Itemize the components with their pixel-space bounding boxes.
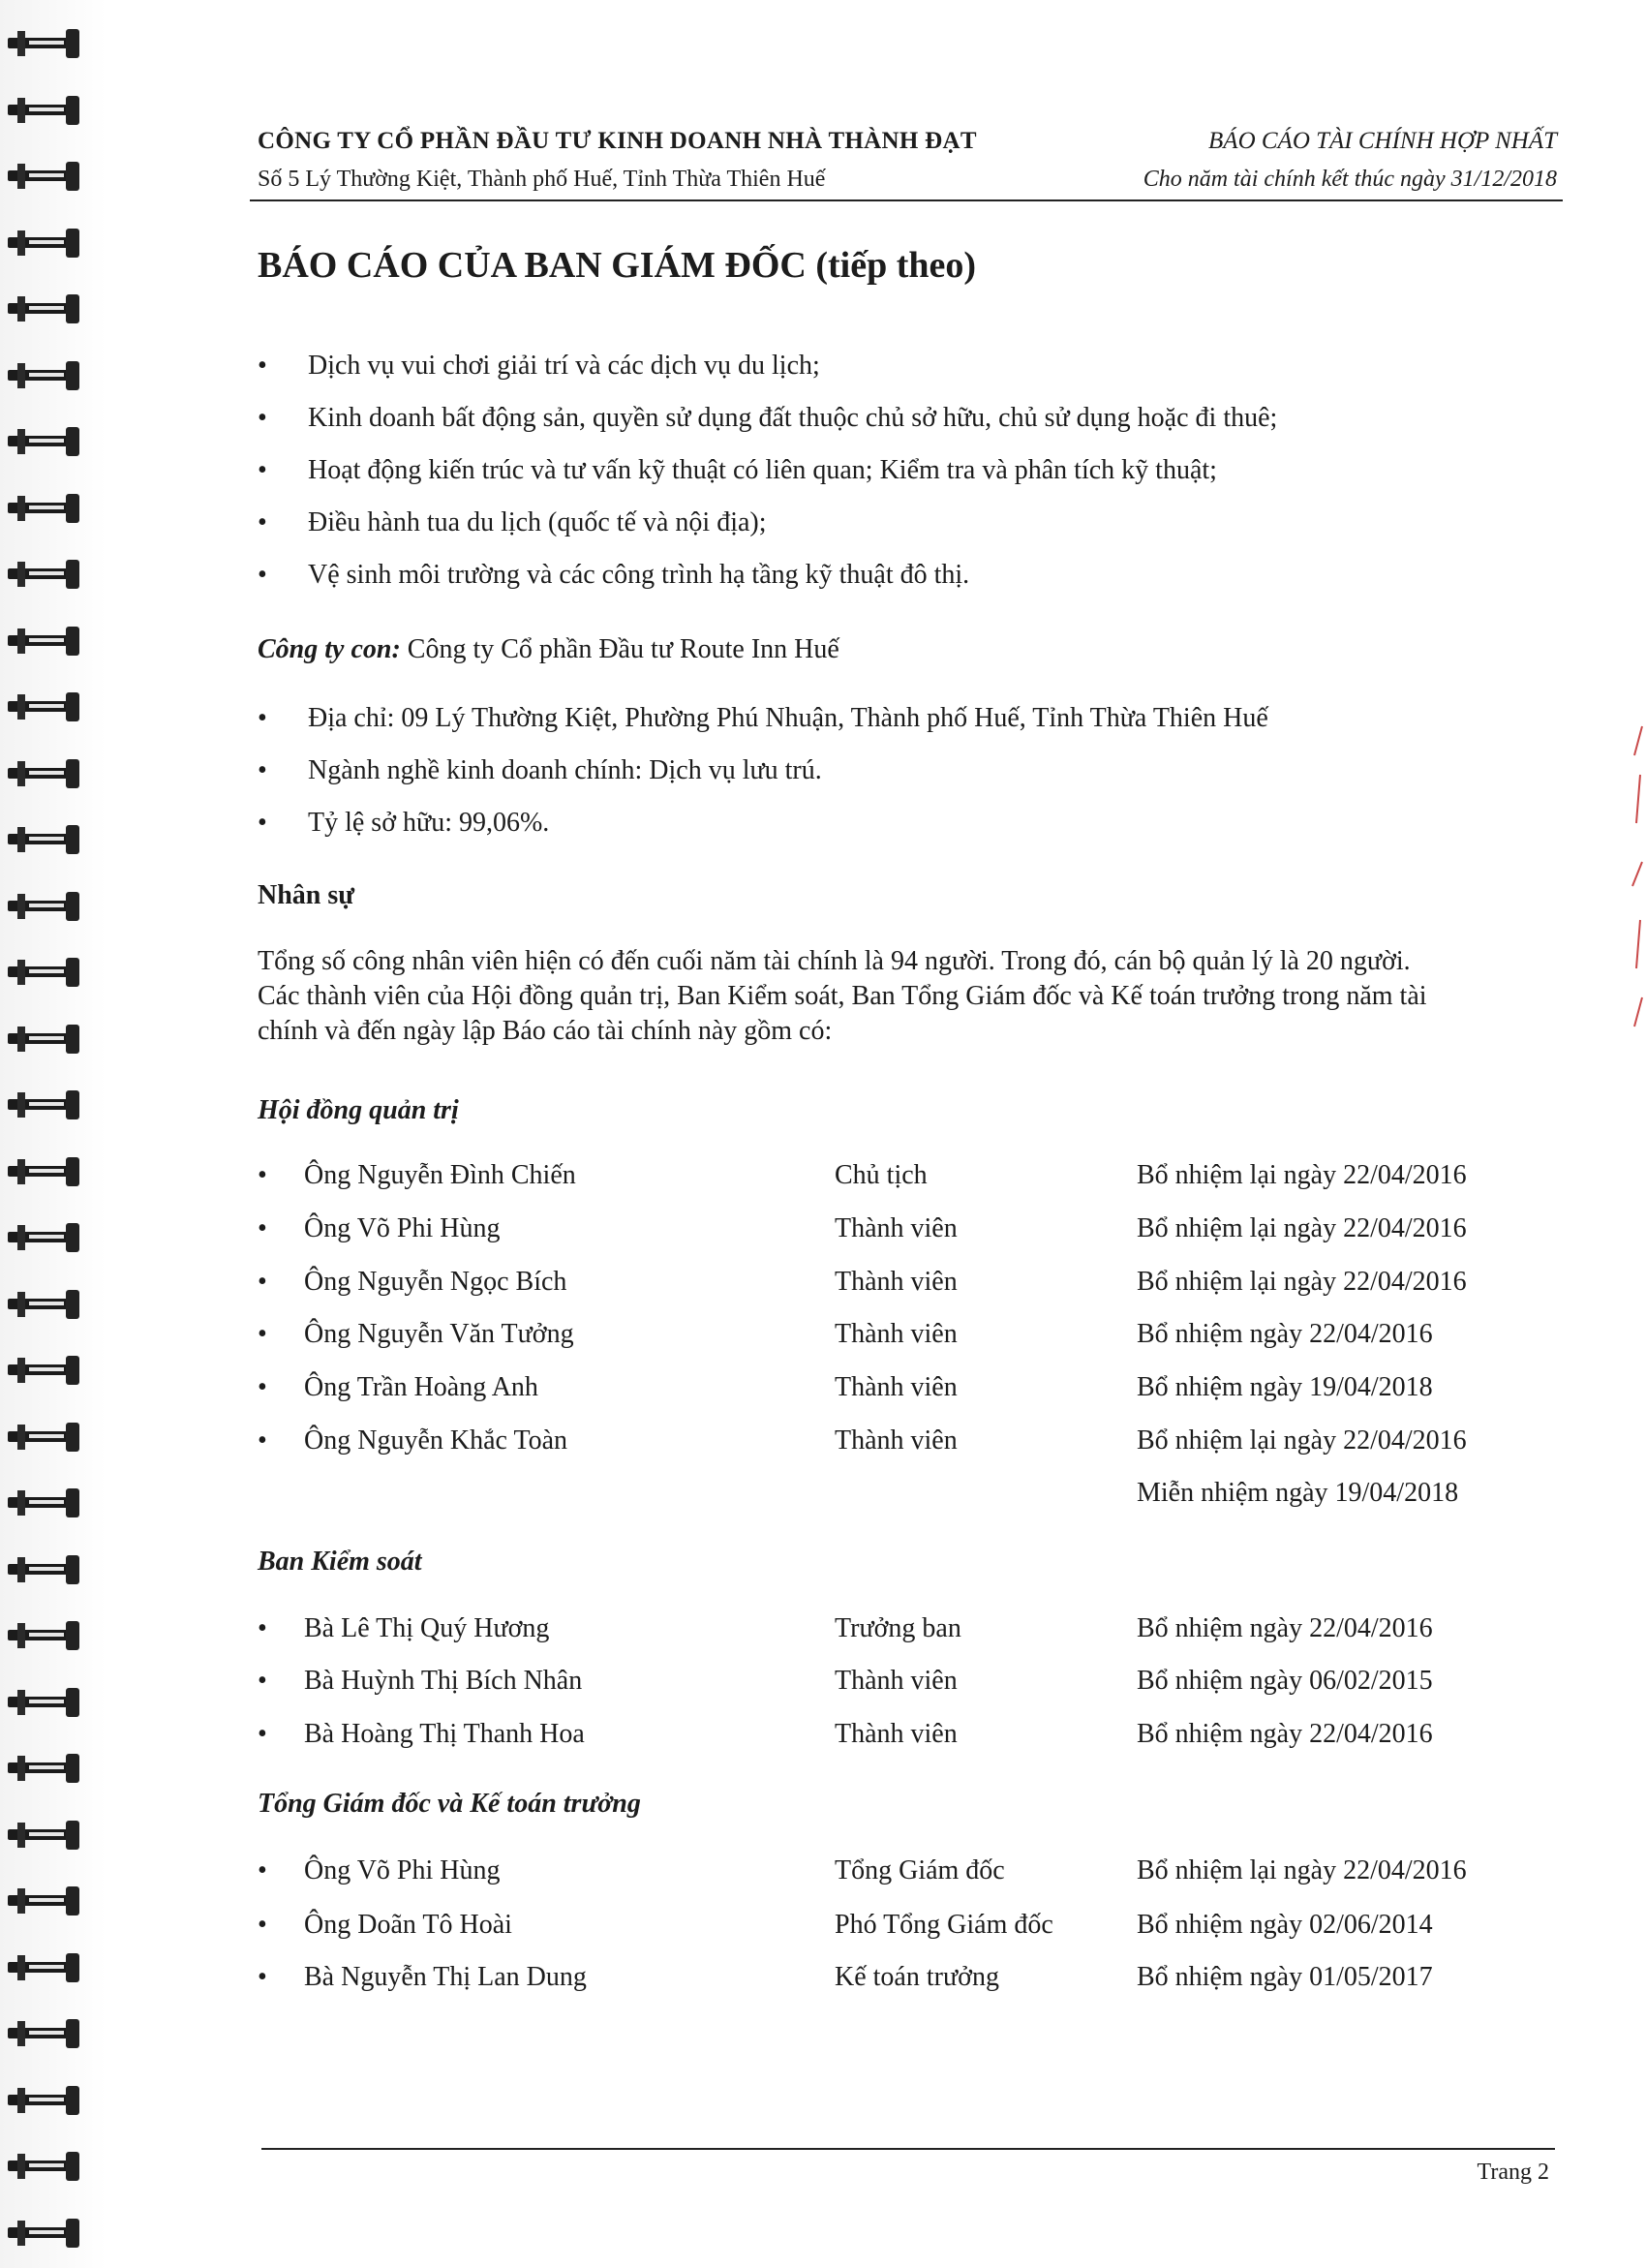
bullet-icon: • [258, 403, 267, 433]
member-role: Thành viên [835, 1666, 958, 1696]
member-role: Tổng Giám đốc [835, 1855, 1005, 1885]
member-appointment: Bổ nhiệm lại ngày 22/04/2016 [1137, 1267, 1467, 1297]
header-divider [250, 199, 1563, 201]
personnel-text-line: Tổng số công nhân viên hiện có đến cuối năm tài chính là 94 người. Trong đó, cán bộ quản lý là 20 người. [258, 946, 1411, 976]
member-role: Kế toán trưởng [835, 1962, 999, 1992]
list-item-text: Ngành nghề kinh doanh chính: Dịch vụ lưu trú. [308, 755, 822, 785]
member-name: Ông Doãn Tô Hoài [304, 1910, 512, 1940]
page-title: BÁO CÁO CỦA BAN GIÁM ĐỐC (tiếp theo) [258, 245, 977, 286]
report-type: BÁO CÁO TÀI CHÍNH HỢP NHẤT [1208, 128, 1557, 154]
company-name: CÔNG TY CỔ PHẦN ĐẦU TƯ KINH DOANH NHÀ THÀNH ĐẠT [258, 128, 977, 154]
member-name: Bà Nguyễn Thị Lan Dung [304, 1962, 587, 1992]
executives-heading: Tổng Giám đốc và Kế toán trưởng [258, 1789, 641, 1819]
bullet-icon: • [258, 1213, 267, 1243]
member-appointment: Bổ nhiệm lại ngày 22/04/2016 [1137, 1425, 1467, 1456]
board-member-row [258, 1213, 1594, 1250]
bullet-icon: • [258, 1910, 267, 1940]
stamp-edge-mark [1631, 717, 1646, 1046]
executive-member-row [258, 1962, 1594, 1999]
member-name: Ông Nguyễn Đình Chiến [304, 1160, 576, 1190]
page-number: Trang 2 [1477, 2160, 1549, 2185]
board-member-row [258, 1160, 1594, 1197]
bullet-icon: • [258, 1613, 267, 1643]
member-appointment: Bổ nhiệm lại ngày 22/04/2016 [1137, 1855, 1467, 1885]
executive-member-row [258, 1910, 1594, 1946]
company-address: Số 5 Lý Thường Kiệt, Thành phố Huế, Tỉnh Thừa Thiên Huế [258, 167, 826, 192]
member-appointment: Bổ nhiệm ngày 01/05/2017 [1137, 1962, 1433, 1992]
member-appointment: Bổ nhiệm lại ngày 22/04/2016 [1137, 1160, 1467, 1190]
member-role: Thành viên [835, 1213, 958, 1243]
member-role: Thành viên [835, 1319, 958, 1349]
bullet-icon: • [258, 1160, 267, 1190]
supervisory-member-row [258, 1666, 1594, 1702]
bullet-icon: • [258, 351, 267, 381]
member-role: Thành viên [835, 1267, 958, 1297]
board-member-row [258, 1319, 1594, 1356]
subsidiary-label: Công ty con: [258, 634, 401, 664]
supervisory-heading: Ban Kiểm soát [258, 1547, 422, 1577]
list-item-text: Kinh doanh bất động sản, quyền sử dụng đất thuộc chủ sở hữu, chủ sử dụng hoặc đi thuê; [308, 403, 1278, 433]
list-item-text: Địa chỉ: 09 Lý Thường Kiệt, Phường Phú Nhuận, Thành phố Huế, Tỉnh Thừa Thiên Huế [308, 703, 1268, 733]
bullet-icon: • [258, 560, 267, 590]
bullet-icon: • [258, 507, 267, 537]
member-name: Ông Trần Hoàng Anh [304, 1372, 538, 1402]
bullet-icon: • [258, 1855, 267, 1885]
board-member-row [258, 1372, 1594, 1409]
member-appointment: Bổ nhiệm ngày 19/04/2018 [1137, 1372, 1433, 1402]
board-extra-row [258, 1478, 1594, 1515]
member-name: Ông Nguyễn Văn Tưởng [304, 1319, 574, 1349]
list-item-text: Dịch vụ vui chơi giải trí và các dịch vụ du lịch; [308, 351, 820, 381]
member-appointment: Bổ nhiệm ngày 22/04/2016 [1137, 1613, 1433, 1643]
bullet-icon: • [258, 1267, 267, 1297]
footer-divider [261, 2148, 1555, 2150]
personnel-text-line: Các thành viên của Hội đồng quản trị, Ban Kiểm soát, Ban Tổng Giám đốc và Kế toán trưởng trong năm tài [258, 981, 1427, 1011]
member-appointment: Bổ nhiệm ngày 22/04/2016 [1137, 1319, 1433, 1349]
member-name: Bà Huỳnh Thị Bích Nhân [304, 1666, 583, 1696]
board-member-row [258, 1425, 1594, 1462]
subsidiary-name: Công ty Cổ phần Đầu tư Route Inn Huế [407, 634, 839, 664]
subsidiary-line [258, 631, 1574, 668]
list-item-text: Tỷ lệ sở hữu: 99,06%. [308, 808, 550, 838]
list-item-text: Hoạt động kiến trúc và tư vấn kỹ thuật có liên quan; Kiểm tra và phân tích kỹ thuật; [308, 455, 1217, 485]
member-role: Thành viên [835, 1719, 958, 1749]
member-role: Phó Tổng Giám đốc [835, 1910, 1053, 1940]
bullet-icon: • [258, 1666, 267, 1696]
bullet-icon: • [258, 1962, 267, 1992]
member-name: Ông Nguyễn Ngọc Bích [304, 1267, 567, 1297]
executive-member-row [258, 1855, 1594, 1892]
bullet-icon: • [258, 703, 267, 733]
report-period: Cho năm tài chính kết thúc ngày 31/12/2018 [1143, 167, 1557, 192]
member-appointment: Bổ nhiệm ngày 22/04/2016 [1137, 1719, 1433, 1749]
personnel-text-line: chính và đến ngày lập Báo cáo tài chính này gồm có: [258, 1016, 833, 1046]
bullet-icon: • [258, 1719, 267, 1749]
bullet-icon: • [258, 1425, 267, 1456]
personnel-heading: Nhân sự [258, 880, 355, 910]
bullet-icon: • [258, 455, 267, 485]
member-appointment: Bổ nhiệm ngày 02/06/2014 [1137, 1910, 1433, 1940]
board-heading: Hội đồng quản trị [258, 1095, 459, 1125]
bullet-icon: • [258, 808, 267, 838]
bullet-icon: • [258, 755, 267, 785]
bullet-icon: • [258, 1319, 267, 1349]
member-role: Thành viên [835, 1372, 958, 1402]
supervisory-member-row [258, 1719, 1594, 1756]
member-appointment: Bổ nhiệm ngày 06/02/2015 [1137, 1666, 1433, 1696]
list-item-text: Điều hành tua du lịch (quốc tế và nội địa); [308, 507, 767, 537]
bullet-icon: • [258, 1372, 267, 1402]
member-name: Ông Võ Phi Hùng [304, 1855, 501, 1885]
list-item-text: Vệ sinh môi trường và các công trình hạ tầng kỹ thuật đô thị. [308, 560, 970, 590]
member-dismissal: Miễn nhiệm ngày 19/04/2018 [1137, 1478, 1459, 1508]
member-name: Bà Lê Thị Quý Hương [304, 1613, 550, 1643]
member-role: Trưởng ban [835, 1613, 961, 1643]
member-appointment: Bổ nhiệm lại ngày 22/04/2016 [1137, 1213, 1467, 1243]
member-name: Bà Hoàng Thị Thanh Hoa [304, 1719, 585, 1749]
board-member-row [258, 1267, 1594, 1303]
member-role: Chủ tịch [835, 1160, 928, 1190]
member-name: Ông Nguyễn Khắc Toàn [304, 1425, 568, 1456]
supervisory-member-row [258, 1613, 1594, 1650]
member-name: Ông Võ Phi Hùng [304, 1213, 501, 1243]
member-role: Thành viên [835, 1425, 958, 1456]
